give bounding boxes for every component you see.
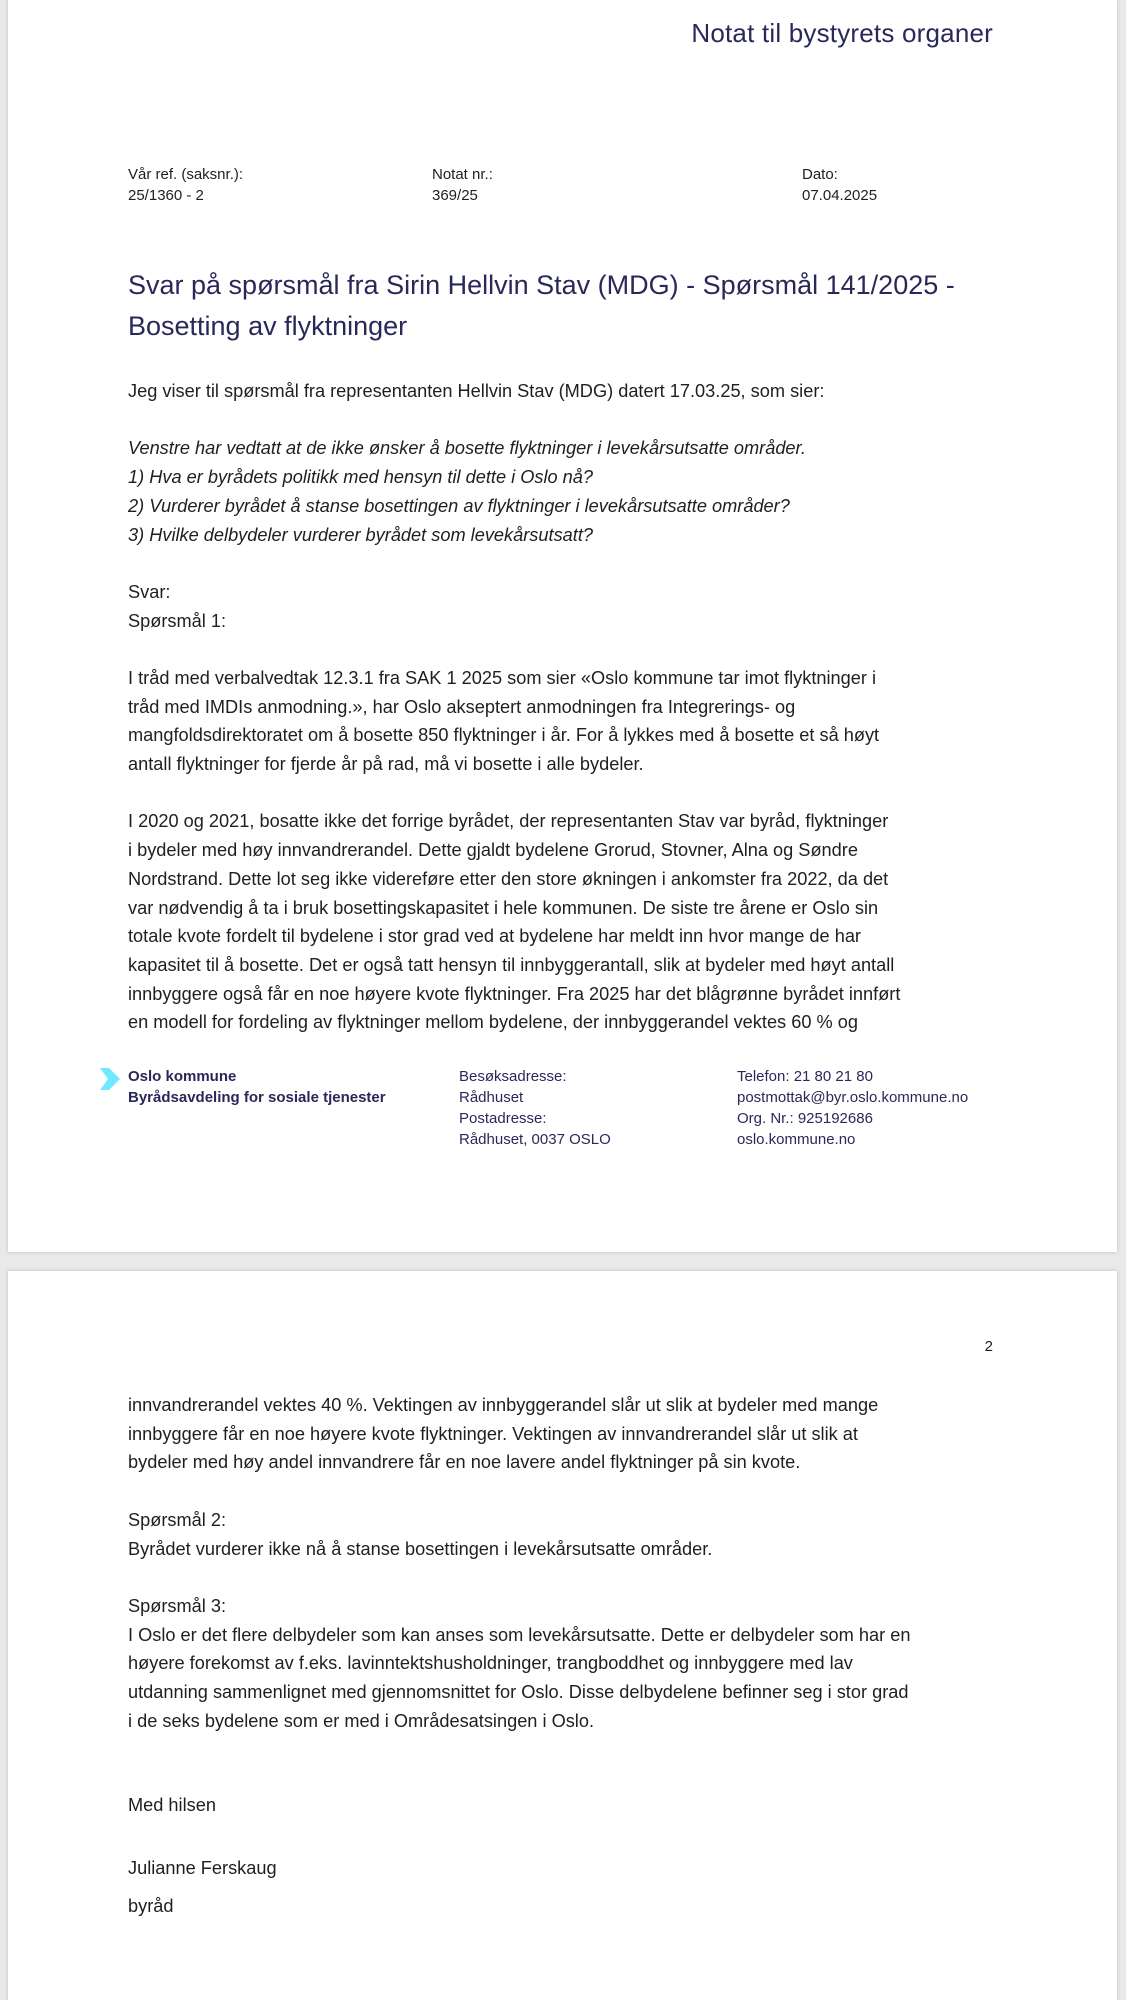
- text-line: i de seks bydelene som er med i Områdesatsingen i Oslo.: [128, 1710, 595, 1731]
- title-line: Svar på spørsmål fra Sirin Hellvin Stav (MDG) - Spørsmål 141/2025 -: [128, 270, 955, 300]
- date-block: [802, 164, 877, 206]
- quote-line: 2) Vurderer byrådet å stanse bosettingen av flyktninger i levekårsutsatte områder?: [128, 495, 790, 516]
- org-number: Org. Nr.: 925192686: [737, 1110, 873, 1127]
- email-link[interactable]: postmottak@byr.oslo.kommune.no: [737, 1089, 969, 1106]
- notat-number-value: 369/25: [432, 187, 478, 204]
- organization-block: [128, 1066, 386, 1108]
- signer-title: byråd: [128, 1896, 174, 1917]
- text-line: kapasitet til å bosette. Det er også tatt hensyn til innbyggerantall, slik at bydeler med høyt antall: [128, 955, 895, 975]
- document-type-heading: Notat til bystyrets organer: [691, 18, 993, 48]
- text-line: innbyggere også får en noe høyere kvote flyktninger. Fra 2025 har det blågrønne byrådet innført: [128, 983, 901, 1004]
- text-line: antall flyktninger for fjerde år på rad, må vi bosette i alle bydeler.: [128, 754, 644, 775]
- document-body-page-2: [128, 1391, 1008, 1735]
- text-line: I 2020 og 2021, bosatte ikke det forrige byrådet, der representanten Stav var byråd, flyktninger: [128, 811, 889, 832]
- text-line: var nødvendig å ta i bruk bosettingskapasitet i hele kommunen. De siste tre årene er Oslo sin: [128, 897, 879, 918]
- signer-name: Julianne Ferskaug: [128, 1857, 277, 1878]
- text-line: en modell for fordeling av flyktninger mellom bydelene, der innbyggerandel vektes 60 % og: [128, 1012, 858, 1033]
- intro-paragraph: Jeg viser til spørsmål fra representanten Hellvin Stav (MDG) datert 17.03.25, som sier:: [128, 381, 825, 401]
- question-2-label: Spørsmål 2:: [128, 1509, 227, 1530]
- text-line: utdanning sammenlignet med gjennomsnittet for Oslo. Disse delbydelene befinner seg i stor grad: [128, 1682, 909, 1702]
- text-line: I tråd med verbalvedtak 12.3.1 fra SAK 1 2025 som sier «Oslo kommune tar imot flyktninger i: [128, 667, 877, 688]
- text-line: tråd med IMDIs anmodning.», har Oslo akseptert anmodningen fra Integrerings- og: [128, 696, 796, 717]
- answer-1-paragraph-1: [128, 664, 1008, 779]
- closing-greeting: Med hilsen: [128, 1795, 216, 1815]
- document-page-2: [8, 1271, 1117, 2000]
- document-body-page-1: [128, 377, 1008, 1037]
- date-label: Dato:: [802, 166, 838, 183]
- oslo-kommune-logo-icon: [100, 1068, 120, 1090]
- answer-label: Svar:: [128, 581, 171, 602]
- reference-value: 25/1360 - 2: [128, 187, 204, 204]
- question-3-label: Spørsmål 3:: [128, 1595, 227, 1616]
- text-line: i bydeler med høy innvandrerandel. Dette gjaldt bydelene Grorud, Stovner, Alna og Søndre: [128, 840, 858, 861]
- page-number: 2: [984, 1338, 993, 1355]
- website-link[interactable]: oslo.kommune.no: [737, 1131, 856, 1148]
- quote-line: Venstre har vedtatt at de ikke ønsker å bosette flyktninger i levekårsutsatte områder.: [128, 438, 806, 459]
- text-line: totale kvote fordelt til bydelene i stor grad ved at bydelene har meldt inn hvor mange de har: [128, 926, 861, 947]
- organization-department: Byrådsavdeling for sosiale tjenester: [128, 1089, 386, 1106]
- date-value: 07.04.2025: [802, 187, 878, 204]
- text-line: Nordstrand. Dette lot seg ikke videreføre etter den store økningen i ankomster fra 2022, da det: [128, 868, 889, 889]
- address-block: [459, 1066, 611, 1150]
- question-1-label: Spørsmål 1:: [128, 610, 227, 631]
- notat-number-label: Notat nr.:: [432, 166, 493, 183]
- quote-line: 1) Hva er byrådets politikk med hensyn til dette i Oslo nå?: [128, 467, 594, 488]
- text-line: I Oslo er det flere delbydeler som kan anses som levekårsutsatte. Dette er delbydeler som har en: [128, 1624, 911, 1645]
- postal-address-label: Postadresse:: [459, 1110, 547, 1127]
- title-line: Bosetting av flyktninger: [128, 311, 408, 341]
- phone-number: Telefon: 21 80 21 80: [737, 1068, 873, 1085]
- quote-line: 3) Hvilke delbydeler vurderer byrådet som levekårsutsatt?: [128, 524, 593, 545]
- text-line: innbyggere får en noe høyere kvote flyktninger. Vektingen av innvandrerandel slår ut slik at: [128, 1423, 858, 1444]
- signature-block: [128, 1791, 1008, 1921]
- answer-1-paragraph-continued: [128, 1391, 1008, 1477]
- notat-number-block: [432, 164, 493, 206]
- postal-address-value: Rådhuset, 0037 OSLO: [459, 1131, 611, 1148]
- quoted-question: [128, 434, 1008, 549]
- document-title: [128, 265, 1028, 347]
- organization-name: Oslo kommune: [128, 1068, 237, 1085]
- text-line: høyere forekomst av f.eks. lavinntektshusholdninger, trangboddhet og innbyggere med lav: [128, 1653, 853, 1674]
- question-3-answer: [128, 1621, 1008, 1736]
- visit-address-value: Rådhuset: [459, 1089, 524, 1106]
- contact-block: [737, 1066, 968, 1150]
- visit-address-label: Besøksadresse:: [459, 1068, 567, 1085]
- answer-1-paragraph-2: [128, 807, 1008, 1037]
- text-line: mangfoldsdirektoratet om å bosette 850 flyktninger i år. For å lykkes med å bosette et så høyt: [128, 725, 880, 746]
- document-page-1: [8, 0, 1117, 1252]
- reference-label: Vår ref. (saksnr.):: [128, 166, 244, 183]
- reference-block: [128, 164, 243, 206]
- text-line: bydeler med høy andel innvandrere får en noe lavere andel flyktninger på sin kvote.: [128, 1452, 801, 1473]
- question-2-answer: Byrådet vurderer ikke nå å stanse bosettingen i levekårsutsatte områder.: [128, 1538, 713, 1559]
- text-line: innvandrerandel vektes 40 %. Vektingen av innbyggerandel slår ut slik at bydeler med mange: [128, 1395, 879, 1415]
